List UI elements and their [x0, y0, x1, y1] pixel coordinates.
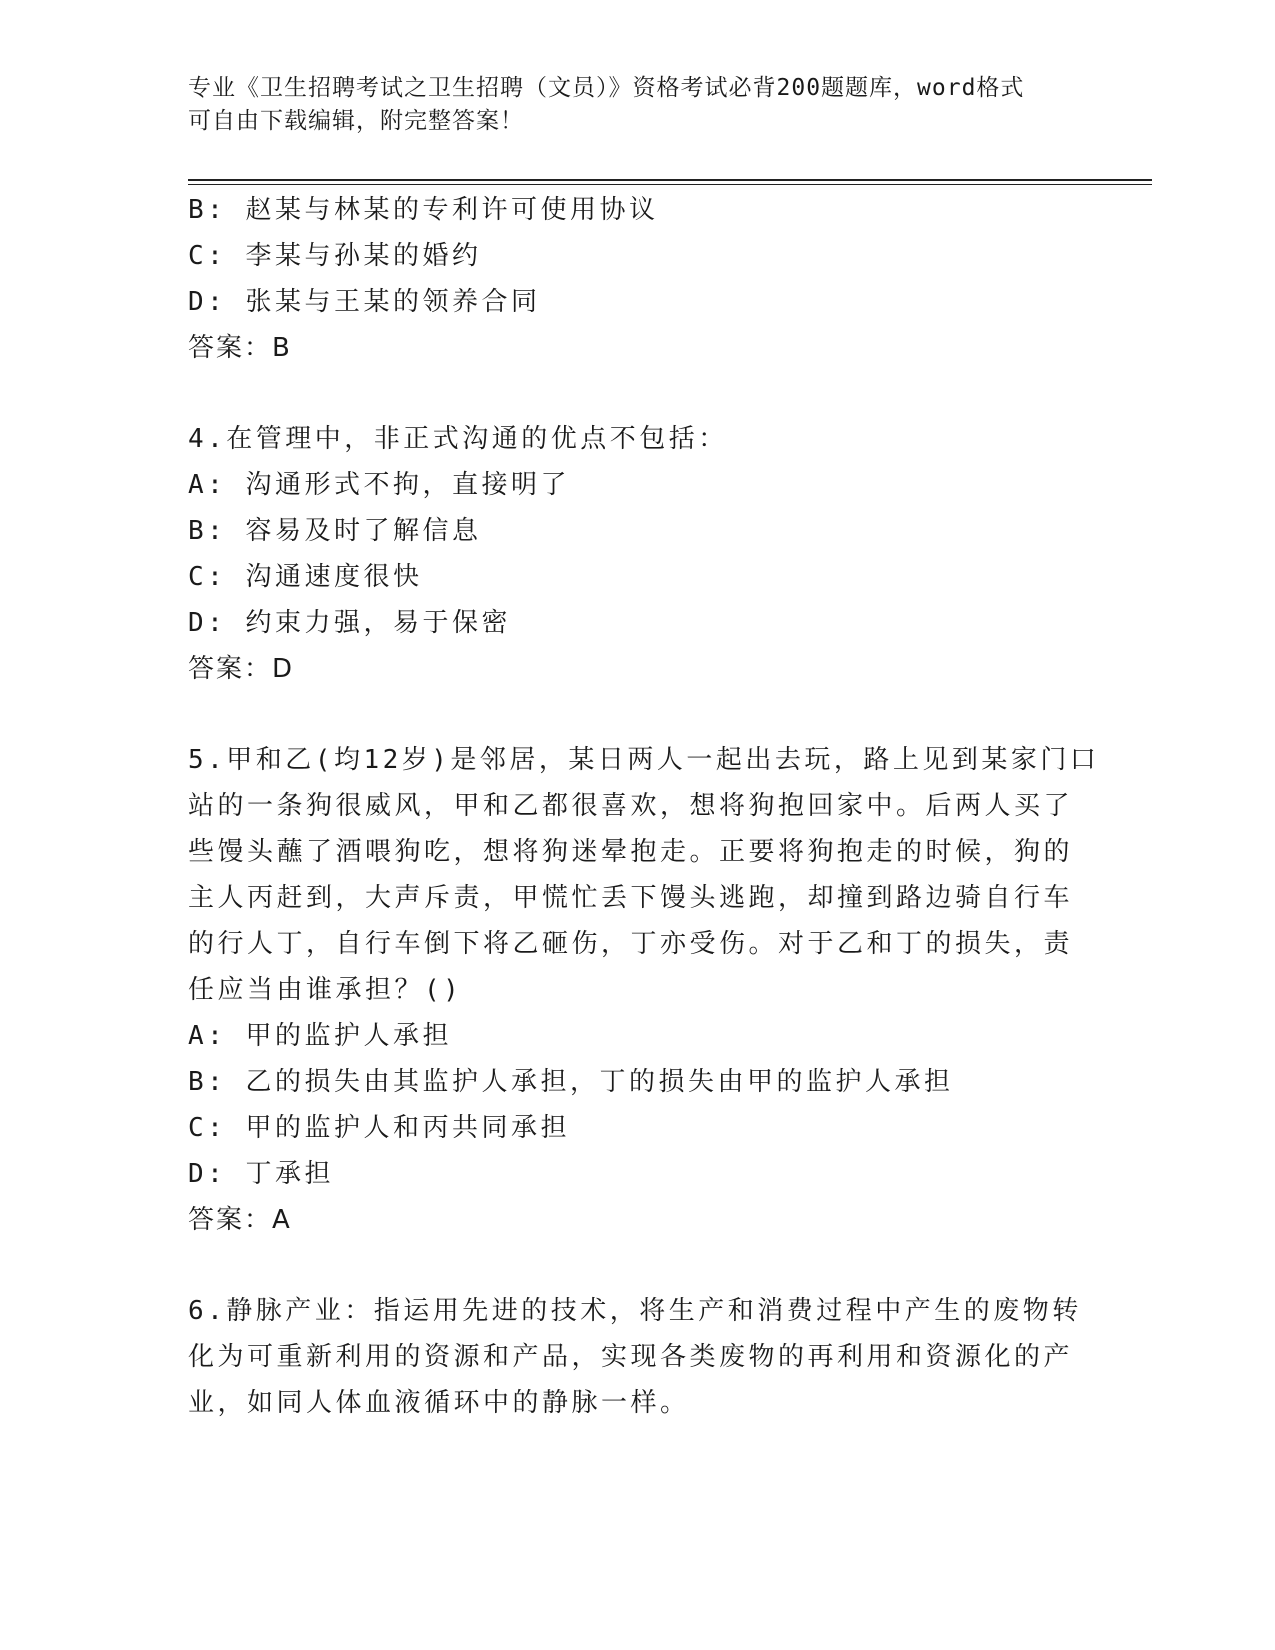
question-stem-line: 任应当由谁承担？() — [188, 975, 463, 1005]
document-header — [188, 72, 1068, 138]
option-c: C: 李某与孙某的婚约 — [188, 241, 482, 271]
option-d: D: 约束力强，易于保密 — [188, 608, 511, 638]
question-stem-line: 化为可重新利用的资源和产品，实现各类废物的再利用和资源化的产 — [188, 1342, 1074, 1372]
question-stem-line: 站的一条狗很威风，甲和乙都很喜欢，想将狗抱回家中。后两人买了 — [188, 791, 1074, 821]
option-d: D: 张某与王某的领养合同 — [188, 287, 541, 317]
option-d: D: 丁承担 — [188, 1159, 334, 1189]
question-stem: 4.在管理中，非正式沟通的优点不包括： — [188, 424, 728, 454]
question-stem-line: 5.甲和乙(均12岁)是邻居，某日两人一起出去玩，路上见到某家门口 — [188, 745, 1100, 775]
option-c: C: 甲的监护人和丙共同承担 — [188, 1113, 570, 1143]
answer: 答案：A — [188, 1205, 292, 1235]
question-stem-line: 6.静脉产业：指运用先进的技术，将生产和消费过程中产生的废物转 — [188, 1296, 1082, 1326]
question-3-tail — [188, 187, 1088, 371]
answer: 答案：D — [188, 654, 295, 684]
question-stem-line: 些馒头蘸了酒喂狗吃，想将狗迷晕抱走。正要将狗抱走的时候，狗的 — [188, 837, 1074, 867]
option-a: A: 甲的监护人承担 — [188, 1021, 452, 1051]
question-6 — [188, 1288, 1088, 1426]
question-stem-line: 的行人丁，自行车倒下将乙砸伤，丁亦受伤。对于乙和丁的损失，责 — [188, 929, 1074, 959]
header-divider-thin — [188, 184, 1152, 185]
option-b: B: 赵某与林某的专利许可使用协议 — [188, 195, 659, 225]
question-4 — [188, 416, 1088, 692]
option-b: B: 乙的损失由其监护人承担，丁的损失由甲的监护人承担 — [188, 1067, 954, 1097]
question-stem-line: 主人丙赶到，大声斥责，甲慌忙丢下馒头逃跑，却撞到路边骑自行车 — [188, 883, 1074, 913]
question-5 — [188, 737, 1100, 1243]
option-a: A: 沟通形式不拘，直接明了 — [188, 470, 570, 500]
header-divider-thick — [188, 179, 1152, 181]
option-c: C: 沟通速度很快 — [188, 562, 423, 592]
question-content — [188, 187, 1100, 1426]
question-stem-line: 业，如同人体血液循环中的静脉一样。 — [188, 1388, 690, 1418]
option-b: B: 容易及时了解信息 — [188, 516, 482, 546]
header-line-1: 专业《卫生招聘考试之卫生招聘（文员）》资格考试必背200题题库，word格式 — [188, 75, 1025, 101]
answer: 答案：B — [188, 333, 292, 363]
header-line-2: 可自由下载编辑，附完整答案！ — [188, 108, 524, 134]
